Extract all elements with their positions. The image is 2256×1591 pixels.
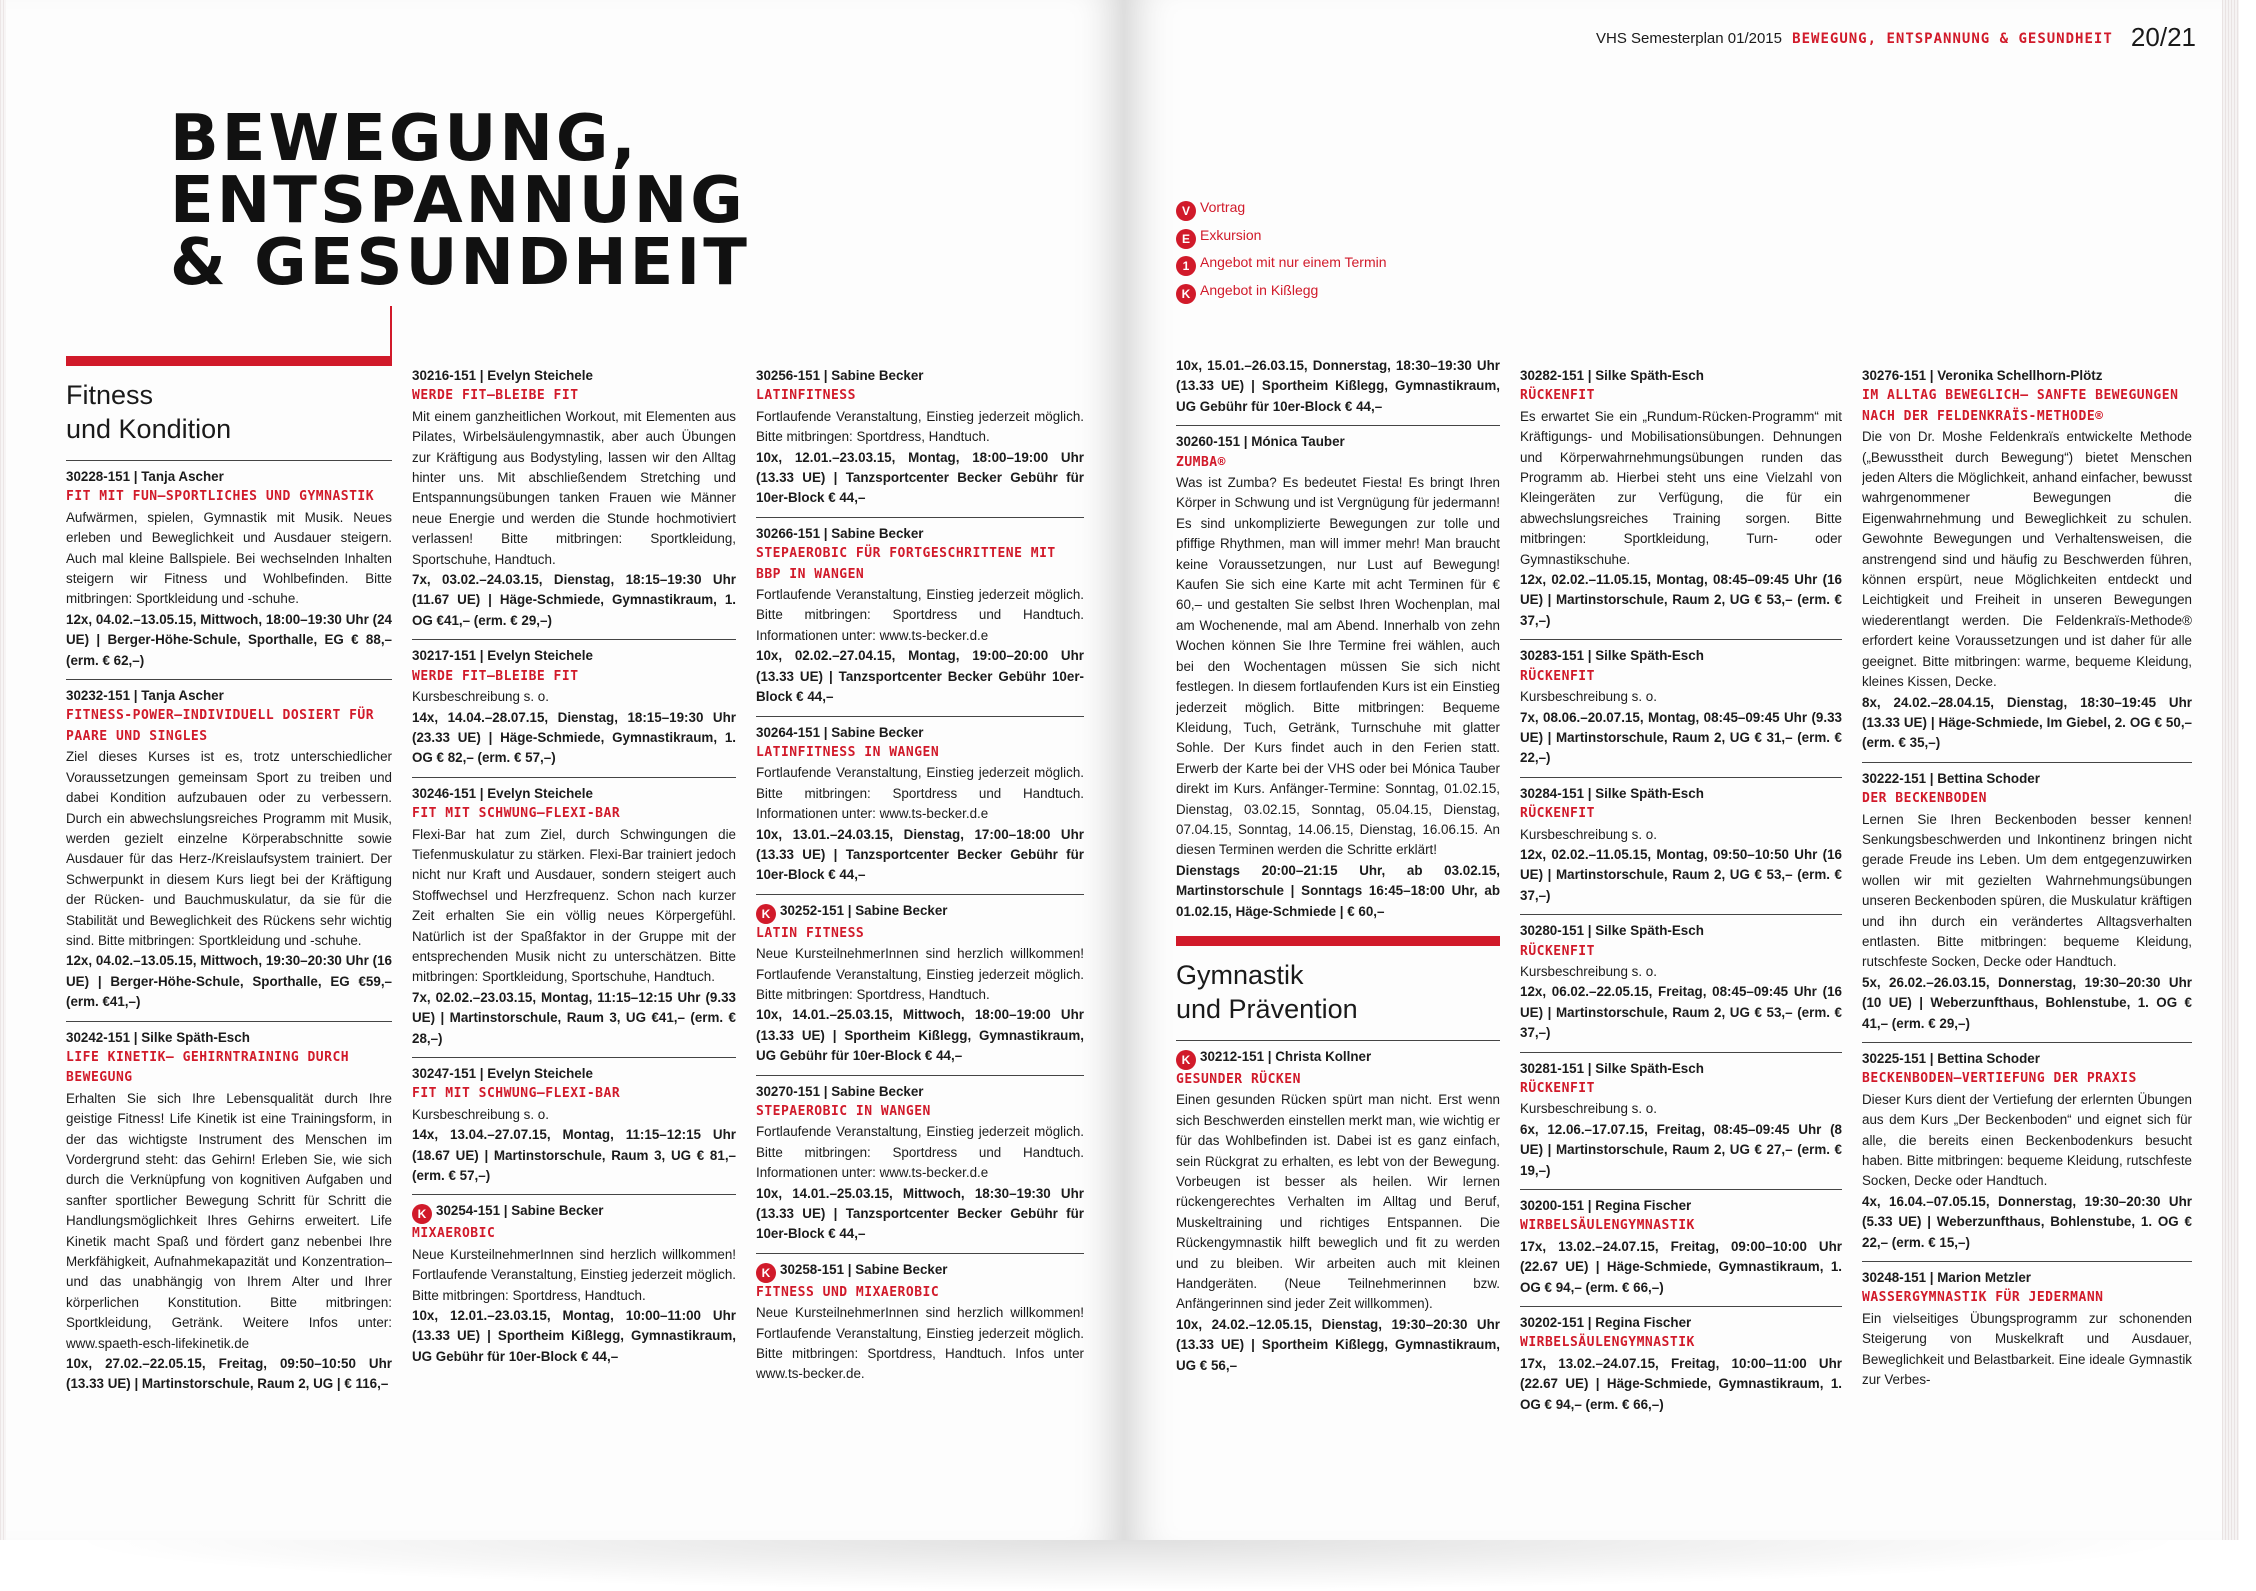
course-code: 30276-151 | Veronika Schellhorn-Plötz — [1862, 368, 2103, 383]
vortrag-badge-icon: V — [1176, 201, 1196, 221]
course-title: WIRBELSÄULENGYMNASTIK — [1520, 1335, 1695, 1351]
title-line: BEWEGUNG, — [170, 102, 639, 176]
course-entry — [412, 777, 736, 1049]
course-entry — [66, 1021, 392, 1395]
course-title: FIT MIT SCHWUNG–FLEXI-BAR — [412, 806, 621, 822]
course-details: 10x, 12.01.–23.03.15, Montag, 18:00–19:00 Uhr (13.33 UE) | Tanzsportcenter Becker Gebühr für 10er-Block € 44,– — [756, 449, 1084, 506]
course-entry — [1176, 425, 1500, 922]
legend-item — [1176, 249, 1387, 277]
course-title: FIT MIT FUN–SPORTLICHES UND GYMNASTIK — [66, 489, 375, 505]
course-entry — [756, 894, 1084, 1067]
course-code — [412, 1201, 736, 1224]
course-description: Kursbeschreibung s. o. — [1520, 689, 1657, 705]
course-code-text: 30252-151 | Sabine Becker — [780, 902, 948, 918]
course-details: 6x, 12.06.–17.07.15, Freitag, 08:45–09:45 Uhr (8 UE) | Martinstorschule, Raum 2, UG € 27,– (erm. € 19,–) — [1520, 1121, 1842, 1178]
course-code: 30284-151 | Silke Späth-Esch — [1520, 785, 1704, 801]
course-details: 12x, 06.02.–22.05.15, Freitag, 08:45–09:45 Uhr (16 UE) | Martinstorschule, Raum 2, UG € 53,– (erm. € 37,–) — [1520, 984, 1842, 1041]
exkursion-badge-icon: E — [1176, 229, 1196, 249]
course-description: Dieser Kurs dient der Vertiefung der erlernten Übungen aus dem Kurs „Der Beckenboden“ und eignet sich für alle, die bereits einen Beckenbodenkurs besucht haben. Bitte mitbringen: bequeme Kleidung, rutschfeste Socken, Decke oder Handtuch. — [1862, 1091, 2192, 1189]
course-title: RÜCKENFIT — [1520, 668, 1595, 684]
course-description: Kursbeschreibung s. o. — [1520, 826, 1657, 842]
column-6 — [1862, 366, 2192, 1399]
course-code: 30282-151 | Silke Späth-Esch — [1520, 368, 1704, 383]
section-label: BEWEGUNG, ENTSPANNUNG & GESUNDHEIT — [1792, 31, 2113, 47]
course-description: Erhalten Sie sich Ihre Lebensqualität durch Ihre geistige Fitness! Life Kinetik ist eine Trainingsform, in der das wichtigste Instrument des Menschen im Vordergrund steht: das Gehirn! Erleben Sie, wie sich durch die Verknüpfung von kognitiven Aufgaben und sanfter sportlicher Bewegung Schritt für Schritt die Handlungsmöglichkeit Ihres Gehirns erweitert. Life Kinetik macht Spaß und fördert ganz nebenbei Ihre Merkfähigkeit, Aufnahmekapazität und Konzentration–und das unabhängig von Ihrem Alter und Ihrer körperlichen Konstitution. Bitte mitbringen: Sportkleidung, Getränk. Weitere Infos unter: www.spaeth-esch-lifekinetik.de — [66, 1090, 392, 1351]
course-entry — [412, 366, 736, 631]
course-code: 30232-151 | Tanja Ascher — [66, 688, 224, 704]
course-code: 30281-151 | Silke Späth-Esch — [1520, 1060, 1704, 1076]
course-title: ZUMBA® — [1176, 454, 1226, 470]
course-entry — [412, 1194, 736, 1367]
book-shadow — [60, 1540, 2196, 1591]
section-heading: Fitness — [66, 380, 154, 410]
kisslegg-badge-icon: K — [756, 904, 776, 924]
course-description: Einen gesunden Rücken spürt man nicht. Erst wenn sich Beschwerden einstellen merkt man, wie wichtig er für das Wohlbefinden ist. Dabei ist es ganz einfach, sein Rückgrat zu erhalten, es lebt von der Bewegung. Vorbeugen ist besser als heilen. Wir lernen rückengerechtes Verhalten im Alltag und Beruf, Muskeltraining und richtiges Entspannen. Die Rückengymnastik hilft beweglich und fit zu werden und zu bleiben. Wir arbeiten auch mit kleinen Handgeräten. (Neue Teilnehmerinnen bzw. Anfängerinnen sind jeder Zeit willkommen). — [1176, 1092, 1500, 1312]
course-title: STEPAEROBIC FÜR FORTGESCHRITTENE MIT BBP IN WANGEN — [756, 546, 1056, 582]
course-code: 30264-151 | Sabine Becker — [756, 724, 924, 740]
course-description: Neue KursteilnehmerInnen sind herzlich willkommen! Fortlaufende Veranstaltung, Einstieg jederzeit möglich. Bitte mitbringen: Sportdress, Handtuch. Infos unter www.ts-becker.de. — [756, 1305, 1084, 1382]
course-details: 12x, 04.02.–13.05.15, Mittwoch, 19:30–20:30 Uhr (16 UE) | Berger-Höhe-Schule, Sporthalle, EG €59,– (erm. €41,–) — [66, 953, 392, 1010]
course-details: 10x, 12.01.–23.03.15, Montag, 10:00–11:00 Uhr (13.33 UE) | Sportheim Kißlegg, Gymnastikraum, UG Gebühr für 10er-Block € 44,– — [412, 1308, 736, 1364]
course-title: LATINFITNESS IN WANGEN — [756, 744, 940, 760]
course-entry — [756, 1075, 1084, 1245]
column-4 — [1176, 356, 1500, 1384]
course-details: 12x, 04.02.–13.05.15, Mittwoch, 18:00–19:30 Uhr (24 UE) | Berger-Höhe-Schule, Sporthalle, EG € 88,– (erm. € 62,–) — [66, 611, 392, 668]
course-code: 30217-151 | Evelyn Steichele — [412, 648, 593, 664]
course-title: FIT MIT SCHWUNG–FLEXI-BAR — [412, 1086, 621, 1102]
legend-label: Vortrag — [1200, 199, 1246, 215]
course-entry — [1520, 1052, 1842, 1181]
course-code: 30228-151 | Tanja Ascher — [66, 469, 224, 484]
single-date-badge-icon: 1 — [1176, 256, 1196, 276]
course-title: MIXAEROBIC — [412, 1226, 496, 1242]
course-entry — [66, 679, 392, 1013]
course-description: Neue KursteilnehmerInnen sind herzlich willkommen! Fortlaufende Veranstaltung, Einstieg jederzeit möglich. Bitte mitbringen: Sportdress, Handtuch. — [412, 1246, 736, 1303]
title-line: & GESUNDHEIT — [170, 226, 750, 300]
course-title: WERDE FIT–BLEIBE FIT — [412, 388, 579, 404]
course-entry — [1520, 777, 1842, 906]
course-entry — [756, 517, 1084, 708]
course-details: 10x, 27.02.–22.05.15, Freitag, 09:50–10:50 Uhr (13.33 UE) | Martinstorschule, Raum 2, UG | € 116,– — [66, 1356, 392, 1392]
section-heading: und Kondition — [66, 414, 232, 444]
legend-label: Angebot mit nur einem Termin — [1200, 254, 1387, 270]
course-details: 14x, 14.04.–28.07.15, Dienstag, 18:15–19:30 Uhr (23.33 UE) | Häge-Schmiede, Gymnastikraum, 1. OG € 82,– (erm. € 57,–) — [412, 709, 736, 766]
course-code: 30248-151 | Marion Metzler — [1862, 1270, 2031, 1286]
legend-item — [1176, 222, 1387, 250]
course-title: RÜCKENFIT — [1520, 388, 1595, 404]
column-5 — [1520, 366, 1842, 1423]
course-description: Fortlaufende Veranstaltung, Einstieg jederzeit möglich. Bitte mitbringen: Sportdress, Handtuch. — [756, 408, 1084, 445]
section-gymnastik — [1176, 936, 1500, 1026]
course-title: RÜCKENFIT — [1520, 943, 1595, 959]
course-entry — [1520, 914, 1842, 1043]
title-rule — [390, 306, 392, 362]
course-title: FITNESS-POWER–INDIVIDUELL DOSIERT FÜR PAARE UND SINGLES — [66, 708, 375, 744]
course-description: Die von Dr. Moshe Feldenkraïs entwickelte Methode („Bewusstheit durch Bewegung“) bietet Menschen jeden Alters die Möglichkeit, anhand einfacher, bewusst wahrgenommener Bewegungen die Eigenwahrnehmung und Beweglichkeit zu schulen. Gewohnte Bewegungen und Verhaltensweisen, die anstrengend sind und häufig zu Beschwerden führen, können erspürt, neue Möglichkeiten entdeckt und Leichtigkeit und Freiheit in unseren Bewegungen wiederentlangt werden. Die Feldenkraïs-Methode® erfordert keine Voraussetzungen und ist daher für alle geeignet. Bitte mitbringen: warme, bequeme Kleidung, kleines Kissen, Decke. — [1862, 429, 2192, 690]
course-entry — [1520, 1189, 1842, 1298]
course-code: 30270-151 | Sabine Becker — [756, 1083, 924, 1099]
course-details: 12x, 02.02.–11.05.15, Montag, 09:50–10:50 Uhr (16 UE) | Martinstorschule, Raum 2, UG € 53,– (erm. € 37,–) — [1520, 846, 1842, 903]
course-details: 5x, 26.02.–26.03.15, Donnerstag, 19:30–20:30 Uhr (10 UE) | Weberzunfthaus, Bohlenstube, 1. OG € 41,– (erm. € 29,–) — [1862, 974, 2192, 1031]
course-details: 10x, 14.01.–25.03.15, Mittwoch, 18:30–19:30 Uhr (13.33 UE) | Tanzsportcenter Becker Gebühr für 10er-Block € 44,– — [756, 1185, 1084, 1242]
course-description: Es erwartet Sie ein „Rundum-Rücken-Programm“ mit Kräftigungs- und Mobilisationsübungen. Dehnungen und Körperwahrnehmungsübungen runden das Programm ab. Hierbei steht uns eine Vielzahl von Kleingeräten zur Verfügung, die für ein abwechslungsreiches Training sorgen. Bitte mitbringen: Sportkleidung, Turn- oder Gymnastikschuhe. — [1520, 408, 1842, 567]
course-description: Ein vielseitiges Übungsprogramm zur schonenden Steigerung von Muskelkraft und Ausdauer, Beweglichkeit und Belastbarkeit. Eine ideale Gymnastik zur Verbes- — [1862, 1310, 2192, 1388]
course-description: Fortlaufende Veranstaltung, Einstieg jederzeit möglich. Bitte mitbringen: Sportdress und Handtuch. Informationen unter: www.ts-becker.d.e — [756, 1124, 1084, 1181]
course-entry — [412, 1057, 736, 1186]
kisslegg-badge-icon: K — [1176, 284, 1196, 304]
course-code: 30283-151 | Silke Späth-Esch — [1520, 648, 1704, 664]
column-2 — [412, 366, 736, 1375]
course-code — [1176, 1047, 1500, 1070]
section-heading: Gymnastik — [1176, 959, 1304, 990]
course-details: 7x, 08.06.–20.07.15, Montag, 08:45–09:45 Uhr (9.33 UE) | Martinstorschule, Raum 2, UG € 31,– (erm. € 22,–) — [1520, 709, 1842, 766]
legend-label: Angebot in Kißlegg — [1200, 281, 1319, 298]
course-details: 10x, 24.02.–12.05.15, Dienstag, 19:30–20:30 Uhr (13.33 UE) | Sportheim Kißlegg, Gymnastikraum, UG € 56,– — [1176, 1316, 1500, 1373]
legend-item — [1176, 194, 1387, 222]
column-1 — [66, 356, 392, 1403]
kisslegg-badge-icon: K — [412, 1204, 432, 1224]
course-code: 30242-151 | Silke Späth-Esch — [66, 1029, 250, 1045]
course-code: 30246-151 | Evelyn Steichele — [412, 785, 593, 801]
course-entry — [66, 460, 392, 671]
course-description: Fortlaufende Veranstaltung, Einstieg jederzeit möglich. Bitte mitbringen: Sportdress und Handtuch. Informationen unter: www.ts-becker.d.e — [756, 765, 1084, 822]
title-line: ENTSPANNUNG — [170, 164, 746, 238]
course-code-text: 30212-151 | Christa Kollner — [1200, 1048, 1372, 1064]
course-details: 4x, 16.04.–07.05.15, Donnerstag, 19:30–20:30 Uhr (5.33 UE) | Weberzunfthaus, Bohlenstube, 1. OG € 22,– (erm. € 15,–) — [1862, 1193, 2192, 1250]
course-description: Flexi-Bar hat zum Ziel, durch Schwingungen die Tiefenmuskulatur zu stärken. Flexi-Bar trainiert jedoch nicht nur Kraft und Ausdauer, sondern steigert auch Stoffwechsel und Herzfrequenz. Schon nach kurzer Zeit erhalten Sie ein völlig neues Körpergefühl. Natürlich ist der Spaßfaktor in der Gruppe mit der entsprechenden Musik nicht zu unterschätzen. Bitte mitbringen: Sportkleidung, Sportschuhe, Handtuch. — [412, 826, 736, 985]
course-title: RÜCKENFIT — [1520, 1081, 1595, 1096]
section-fitness — [66, 356, 392, 446]
course-code: 30222-151 | Bettina Schoder — [1862, 770, 2040, 786]
course-entry — [756, 1253, 1084, 1385]
course-details: 17x, 13.02.–24.07.15, Freitag, 09:00–10:00 Uhr (22.67 UE) | Häge-Schmiede, Gymnastikraum, 1. OG € 94,– (erm. € 66,–) — [1520, 1238, 1842, 1295]
course-description: Mit einem ganzheitlichen Workout, mit Elementen aus Pilates, Wirbelsäulengymnastik, aber auch Übungen zur Kräftigung aus Bodystyling, lassen wir den Alltag hinter uns. Mit abschließendem Stretching und Entspannungsübungen tanken Frauen wie Männer neue Energie und werden die Stunde hochmotiviert verlassen! Bitte mitbringen: Sportkleidung, Sportschuhe, Handtuch. — [412, 408, 736, 567]
course-code — [756, 901, 1084, 924]
course-details: 7x, 02.02.–23.03.15, Montag, 11:15–12:15 Uhr (9.33 UE) | Martinstorschule, Raum 3, UG €41,– (erm. € 28,–) — [412, 989, 736, 1046]
column-3 — [756, 366, 1084, 1393]
page-title — [170, 102, 750, 300]
course-code — [756, 1260, 1084, 1283]
course-details: 12x, 02.02.–11.05.15, Montag, 08:45–09:45 Uhr (16 UE) | Martinstorschule, Raum 2, UG € 53,– (erm. € 37,–) — [1520, 572, 1842, 628]
course-title: WERDE FIT–BLEIBE FIT — [412, 668, 579, 684]
course-code: 30266-151 | Sabine Becker — [756, 525, 924, 541]
course-code: 30225-151 | Bettina Schoder — [1862, 1051, 2040, 1066]
course-entry — [1520, 639, 1842, 768]
course-details: 14x, 13.04.–27.07.15, Montag, 11:15–12:15 Uhr (18.67 UE) | Martinstorschule, Raum 3, UG € 81,– (erm. € 57,–) — [412, 1127, 736, 1184]
course-code-text: 30254-151 | Sabine Becker — [436, 1203, 604, 1219]
course-title: LATIN FITNESS — [756, 925, 865, 941]
course-details: 10x, 14.01.–25.03.15, Mittwoch, 18:00–19:00 Uhr (13.33 UE) | Sportheim Kißlegg, Gymnastikraum, UG Gebühr für 10er-Block € 44,– — [756, 1007, 1084, 1064]
course-code: 30202-151 | Regina Fischer — [1520, 1315, 1692, 1331]
course-entry — [756, 716, 1084, 886]
course-title: RÜCKENFIT — [1520, 806, 1595, 822]
course-code: 30247-151 | Evelyn Steichele — [412, 1066, 593, 1081]
course-entry — [1862, 762, 2192, 1034]
course-details-continued: 10x, 15.01.–26.03.15, Donnerstag, 18:30–19:30 Uhr (13.33 UE) | Sportheim Kißlegg, Gymnastikraum, UG Gebühr für 10er-Block € 44,– — [1176, 358, 1500, 414]
course-entry — [756, 366, 1084, 509]
course-description: Kursbeschreibung s. o. — [412, 1106, 549, 1122]
course-entry — [1176, 1040, 1500, 1376]
course-description: Kursbeschreibung s. o. — [1520, 1101, 1657, 1117]
course-description: Ziel dieses Kurses ist es, trotz unterschiedlicher Voraussetzungen gemeinsam Sport zu treiben und dabei Kondition aufzubauen oder zu verbessern. Durch ein abwechslungsreiches Programm mit Musik, werden gezielt einzelne Körperabschnitte sowie Ausdauer für das Herz-/Kreislaufsystem trainiert. Der Schwerpunkt in diesem Kurs liegt bei der Kräftigung der Rücken- und Bauchmuskulatur, da sie für die Stabilität und Beweglichkeit des Rückens sehr wichtig sind. Bitte mitbringen: Sportkleidung und -schuhe. — [66, 749, 392, 948]
course-title: FITNESS UND MIXAEROBIC — [756, 1284, 940, 1300]
course-code: 30216-151 | Evelyn Steichele — [412, 368, 593, 383]
course-title: WIRBELSÄULENGYMNASTIK — [1520, 1218, 1695, 1234]
course-description: Aufwärmen, spielen, Gymnastik mit Musik. Neues erleben und Beweglichkeit und Ausdauer steigern. Auch mal kleine Ballspiele. Bei wechselnden Inhalten steigern wir Fitness und Wohlbefinden. Bitte mitbringen: Sportkleidung und -schuhe. — [66, 509, 392, 607]
course-details: 17x, 13.02.–24.07.15, Freitag, 10:00–11:00 Uhr (22.67 UE) | Häge-Schmiede, Gymnastikraum, 1. OG € 94,– (erm. € 66,–) — [1520, 1355, 1842, 1412]
course-entry — [1520, 1306, 1842, 1415]
page-edge-right — [2222, 0, 2239, 1540]
course-description: Kursbeschreibung s. o. — [1520, 963, 1657, 979]
course-code-text: 30258-151 | Sabine Becker — [780, 1261, 948, 1277]
legend-label: Exkursion — [1200, 226, 1262, 243]
course-entry — [1520, 366, 1842, 631]
publication-label: VHS Semesterplan 01/2015 — [1596, 30, 1782, 47]
course-title: LATINFITNESS — [756, 388, 856, 404]
section-heading: und Prävention — [1176, 993, 1358, 1024]
kisslegg-badge-icon: K — [1176, 1050, 1196, 1070]
course-title: LIFE KINETIK– GEHIRNTRAINING DURCH BEWEGUNG — [66, 1049, 350, 1086]
course-code: 30256-151 | Sabine Becker — [756, 368, 924, 383]
course-entry — [412, 639, 736, 768]
course-details: 8x, 24.02.–28.04.15, Dienstag, 18:30–19:45 Uhr (13.33 UE) | Häge-Schmiede, Im Giebel, 2. OG € 50,– (erm. € 35,–) — [1862, 694, 2192, 751]
legend-item — [1176, 277, 1387, 305]
course-details: 10x, 13.01.–24.03.15, Dienstag, 17:00–18:00 Uhr (13.33 UE) | Tanzsportcenter Becker Gebühr für 10er-Block € 44,– — [756, 826, 1084, 883]
page-numbers: 20/21 — [2130, 22, 2196, 52]
page-edge-left — [0, 0, 6, 1540]
course-description: Kursbeschreibung s. o. — [412, 689, 549, 705]
course-description: Neue KursteilnehmerInnen sind herzlich willkommen! Fortlaufende Veranstaltung, Einstieg jederzeit möglich. Bitte mitbringen: Sportdress, Handtuch. — [756, 946, 1084, 1002]
course-details: 10x, 02.02.–27.04.15, Montag, 19:00–20:00 Uhr (13.33 UE) | Tanzsportcenter Becker Gebühr 10er-Block € 44,– — [756, 648, 1084, 705]
course-title: IM ALLTAG BEWEGLICH– SANFTE BEWEGUNGEN NACH DER FELDENKRAÏS-METHODE® — [1862, 388, 2179, 424]
course-description: Lernen Sie Ihren Beckenboden besser kennen! Senkungsbeschwerden und Inkontinenz bringen nicht gerade Freude ins Leben. Um dem entgegenzuwirken wollen wir mit gezielten Wahrnehmungsübungen unseren Beckenboden spüren, die Muskulatur kräftigen und ihn durch ein verändertes Alltagsverhalten entlasten. Bitte mitbringen: bequeme Kleidung, rutschfeste Socken, Decke oder Handtuch. — [1862, 811, 2192, 970]
course-details: Dienstags 20:00–21:15 Uhr, ab 03.02.15, Martinstorschule | Sonntags 16:45–18:00 Uhr, ab 01.02.15, Häge-Schmiede | € 60,– — [1176, 862, 1500, 919]
running-head — [1596, 22, 2196, 53]
course-title: DER BECKENBODEN — [1862, 791, 1987, 807]
course-title: BECKENBODEN–VERTIEFUNG DER PRAXIS — [1862, 1071, 2137, 1087]
course-entry — [1862, 366, 2192, 754]
course-entry — [1862, 1261, 2192, 1390]
course-code: 30200-151 | Regina Fischer — [1520, 1198, 1692, 1214]
course-description: Fortlaufende Veranstaltung, Einstieg jederzeit möglich. Bitte mitbringen: Sportdress und Handtuch. Informationen unter: www.ts-becker.d.e — [756, 587, 1084, 643]
course-entry — [1862, 1042, 2192, 1253]
course-title: WASSERGYMNASTIK FÜR JEDERMANN — [1862, 1290, 2104, 1306]
course-code: 30280-151 | Silke Späth-Esch — [1520, 923, 1704, 939]
course-title: GESUNDER RÜCKEN — [1176, 1071, 1301, 1087]
course-description: Was ist Zumba? Es bedeutet Fiesta! Es bringt Ihren Körper in Schwung und ist Vergnügung für jedermann! Es sind unkomplizierte Bewegungen zur tolle und pfiffige Rhythmen, man will immer mehr! Man braucht keine Voraussetzungen, nur Lust auf Bewegung! Kaufen Sie sich eine Karte mit acht Terminen für € 60,– und gestalten Sie selbst Ihren Wochenplan, mal am Wochenende, mal am Abend. Innerhalb von zehn Wochen können Sie Ihre Termine frei wählen, auch bei den Wochentagen müssen Sie sich nicht festlegen. In diesem fortlaufenden Kurs ist ein Einstieg jederzeit möglich. Bitte mitbringen: Bequeme Kleidung, Tuch, Getränk, Turnschuhe mit glatter Sohle. Der Kurs findet auch in den Ferien statt. Erwerb der Karte bei der VHS oder bei Mónica Tauber direkt im Kurs. Anfänger-Termine: Sonntag, 01.02.15, Dienstag, 03.02.15, Sonntag, 05.04.15, Dienstag, 07.04.15, Sonntag, 14.06.15, Dienstag, 16.06.15. An diesen Terminen werden die Schritte erklärt! — [1176, 475, 1500, 858]
course-code: 30260-151 | Mónica Tauber — [1176, 434, 1345, 450]
course-details: 7x, 03.02.–24.03.15, Dienstag, 18:15–19:30 Uhr (11.67 UE) | Häge-Schmiede, Gymnastikraum, 1. OG €41,– (erm. € 29,–) — [412, 572, 736, 628]
legend — [1176, 194, 1387, 304]
kisslegg-badge-icon: K — [756, 1263, 776, 1283]
course-title: STEPAEROBIC IN WANGEN — [756, 1104, 931, 1119]
